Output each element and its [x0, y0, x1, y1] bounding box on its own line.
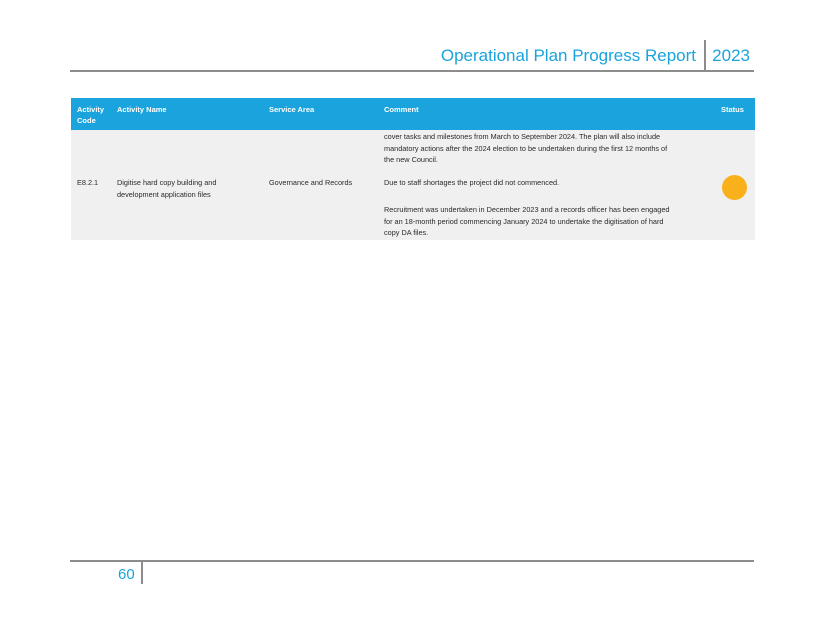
- activity-table: [71, 98, 755, 240]
- footer-rule: [70, 560, 754, 562]
- table-row: [71, 130, 755, 240]
- report-header: [70, 40, 754, 72]
- page-number: 60: [118, 566, 135, 583]
- activity-code: E8.2.1: [77, 178, 99, 187]
- comment-paragraph: Recruitment was undertaken in December 2023 and a records officer has been engaged for an 18-month period commencing January 2024 to undertake the digitisation of hard copy DA files.: [384, 205, 670, 237]
- status-indicator-icon: [722, 175, 747, 200]
- footer-separator: [141, 562, 143, 584]
- report-year: 2023: [712, 46, 750, 65]
- column-header-comment: Comment: [384, 105, 419, 114]
- comment-line: Due to staff shortages the project did not commenced.: [384, 178, 560, 187]
- activity-name: Digitise hard copy building and development application files: [117, 178, 217, 199]
- column-header-activity-code: Activity Code: [77, 105, 105, 125]
- service-area: Governance and Records: [269, 178, 353, 187]
- header-separator: [704, 40, 706, 70]
- column-header-status: Status: [721, 105, 744, 114]
- report-title: Operational Plan Progress Report: [440, 46, 696, 65]
- column-header-activity-name: Activity Name: [117, 105, 167, 114]
- column-header-service-area: Service Area: [269, 105, 315, 114]
- table-header-row: [71, 98, 755, 130]
- continued-comment: cover tasks and milestones from March to September 2024. The plan will also include mandatory actions after the 2024 election to be undertaken during the first 12 months of the new Council.: [384, 132, 668, 164]
